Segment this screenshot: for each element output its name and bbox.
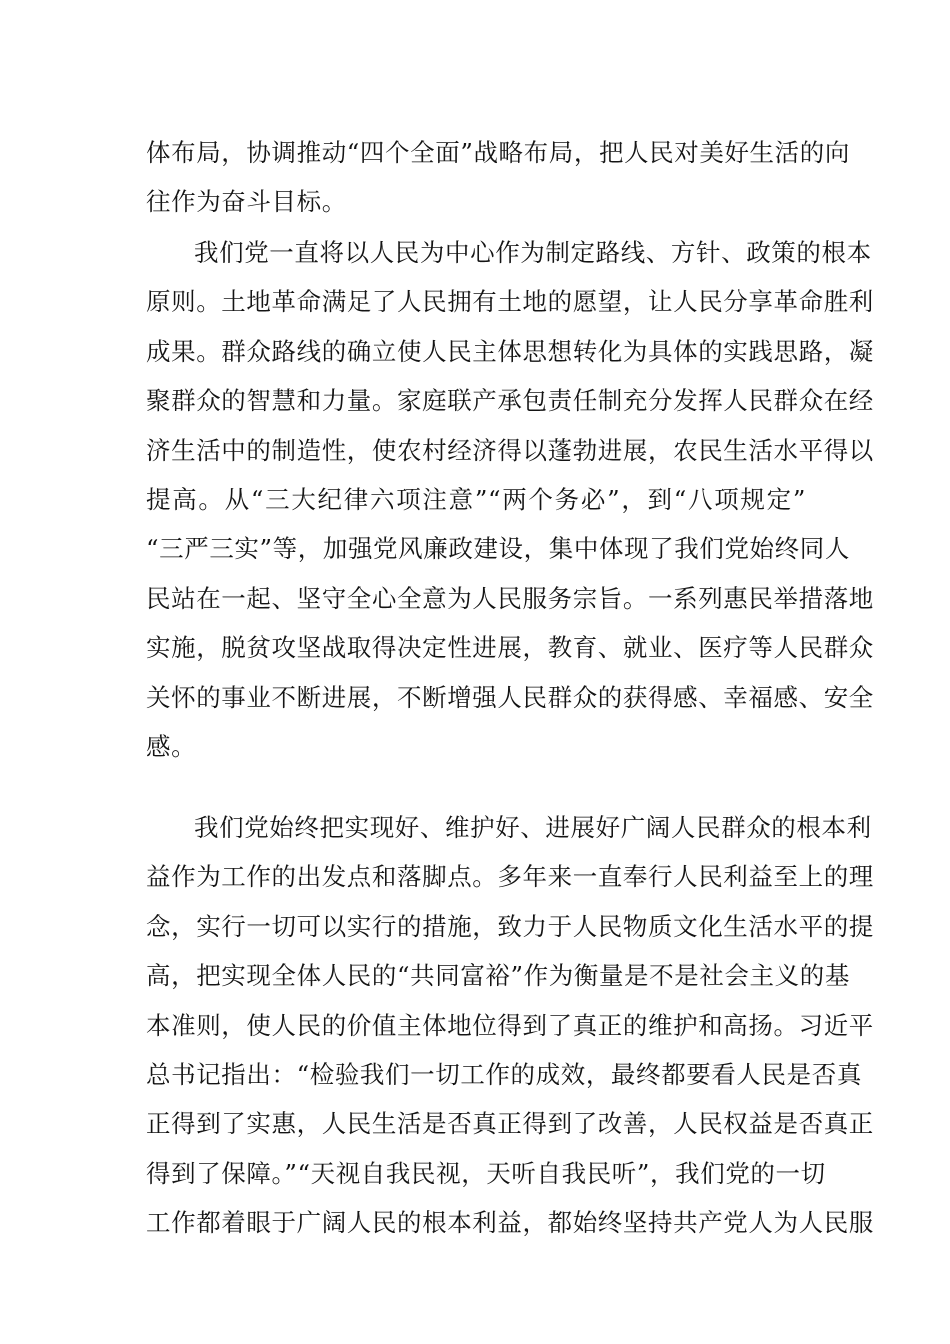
paragraph-line: 体布局，协调推动“四个全面”战略布局，把人民对美好生活的向 bbox=[146, 138, 850, 167]
paragraph-3 bbox=[146, 803, 874, 1248]
paragraph-line: 感。 bbox=[146, 731, 197, 761]
paragraph-line: 本准则，使人民的价值主体地位得到了真正的维护和高扬。习近平 bbox=[146, 1010, 874, 1040]
paragraph-line: 关怀的事业不断进展，不断增强人民群众的获得感、幸福感、安全 bbox=[146, 682, 874, 712]
paragraph-line: 实施，脱贫攻坚战取得决定性进展，教育、就业、医疗等人民群众 bbox=[146, 633, 874, 663]
paragraph-1 bbox=[146, 128, 850, 227]
paragraph-line: “三严三实”等，加强党风廉政建设，集中体现了我们党始终同人 bbox=[146, 534, 850, 564]
paragraph-line: 济生活中的制造性，使农村经济得以蓬勃进展，农民生活水平得以 bbox=[146, 435, 874, 465]
paragraph-line: 高，把实现全体人民的“共同富裕”作为衡量是不是社会主义的基 bbox=[146, 961, 850, 991]
paragraph-line: 正得到了实惠，人民生活是否真正得到了改善，人民权益是否真正 bbox=[146, 1109, 874, 1139]
paragraph-line: 民站在一起、坚守全心全意为人民服务宗旨。一系列惠民举措落地 bbox=[146, 583, 874, 613]
paragraph-line: 成果。群众路线的确立使人民主体思想转化为具体的实践思路，凝 bbox=[146, 336, 874, 366]
paragraph-line: 我们党一直将以人民为中心作为制定路线、方针、政策的根本 bbox=[194, 238, 872, 267]
paragraph-line: 聚群众的智慧和力量。家庭联产承包责任制充分发挥人民群众在经 bbox=[146, 386, 874, 416]
paragraph-line: 总书记指出：“检验我们一切工作的成效，最终都要看人民是否真 bbox=[146, 1059, 862, 1089]
paragraph-line: 往作为奋斗目标。 bbox=[146, 187, 347, 217]
paragraph-line: 我们党始终把实现好、维护好、进展好广阔人民群众的根本利 bbox=[194, 813, 872, 842]
paragraph-line: 得到了保障。”“天视自我民视，天听自我民听”，我们党的一切 bbox=[146, 1158, 826, 1188]
paragraph-line: 提高。从“三大纪律六项注意”“两个务必”，到“八项规定” bbox=[146, 484, 806, 514]
paragraph-line: 益作为工作的出发点和落脚点。多年来一直奉行人民利益至上的理 bbox=[146, 862, 874, 892]
paragraph-line: 工作都着眼于广阔人民的根本利益，都始终坚持共产党人为人民服 bbox=[146, 1208, 874, 1238]
paragraph-line: 念，实行一切可以实行的措施，致力于人民物质文化生活水平的提 bbox=[146, 911, 874, 941]
paragraph-2 bbox=[146, 228, 874, 771]
paragraph-line: 原则。土地革命满足了人民拥有土地的愿望，让人民分享革命胜利 bbox=[146, 287, 874, 317]
